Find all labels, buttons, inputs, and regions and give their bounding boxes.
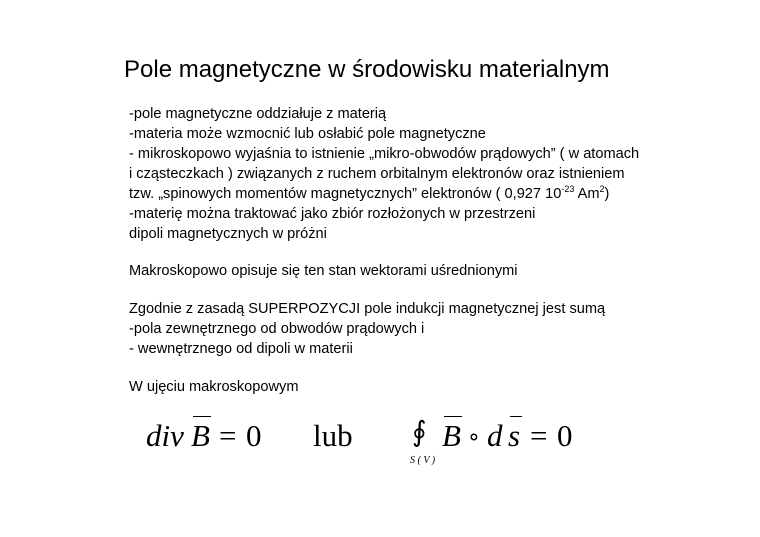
slide-title: Pole magnetyczne w środowisku materialnym (124, 56, 610, 83)
spin-unit: Am (574, 186, 600, 202)
spin-unit-exponent: 2 (599, 184, 605, 194)
formula-equals-right: = (530, 418, 548, 453)
text-line-10: -pola zewnętrznego od obwodów prądowych i (129, 321, 425, 337)
contour-integral-icon: ∮ (412, 417, 427, 448)
formula-B-right: B (442, 418, 461, 453)
text-line-9: Zgodnie z zasadą SUPERPOZYCJI pole indukcji magnetycznej jest sumą (129, 301, 606, 317)
vector-bar-s (510, 416, 522, 417)
text-line-7: dipoli magnetycznych w próżni (129, 226, 327, 242)
formula-equals-left: = (219, 418, 237, 453)
formula-div: div (146, 418, 184, 453)
text-line-3: - mikroskopowo wyjaśnia to istnienie „mikro-obwodów prądowych” ( w atomach (129, 146, 640, 162)
spin-close: ) (604, 186, 610, 202)
text-line-12: W ujęciu makroskopowym (129, 379, 299, 395)
spin-exponent: -23 (561, 184, 575, 194)
text-line-8: Makroskopowo opisuje się ten stan wektorami uśrednionymi (129, 263, 518, 279)
formula-circ: ∘ (467, 424, 481, 449)
vector-bar-B-right (444, 416, 462, 417)
text-line-1: -pole magnetyczne oddziałuje z materią (129, 106, 387, 122)
text-line-6: -materię można traktować jako zbiór rozłożonych w przestrzeni (129, 206, 536, 222)
formula-lub: lub (313, 418, 353, 453)
formula-s: s (508, 418, 521, 453)
text-line-4: i cząsteczkach ) związanych z ruchem orbitalnym elektronów oraz istnieniem (129, 166, 625, 182)
formula-zero-left: 0 (246, 418, 262, 453)
text-line-2: -materia może wzmocnić lub osłabić pole magnetyczne (129, 126, 486, 142)
text-line-11: - wewnętrznego od dipoli w materii (129, 341, 353, 357)
spin-text: tzw. „spinowych momentów magnetycznych” elektronów ( 0,927 10 (129, 186, 562, 202)
formula-zero-right: 0 (557, 418, 573, 453)
vector-bar-B-left (193, 416, 211, 417)
formula-d: d (487, 418, 503, 453)
formula-B-left: B (191, 418, 210, 453)
integral-subscript: S ( V ) (410, 455, 436, 466)
